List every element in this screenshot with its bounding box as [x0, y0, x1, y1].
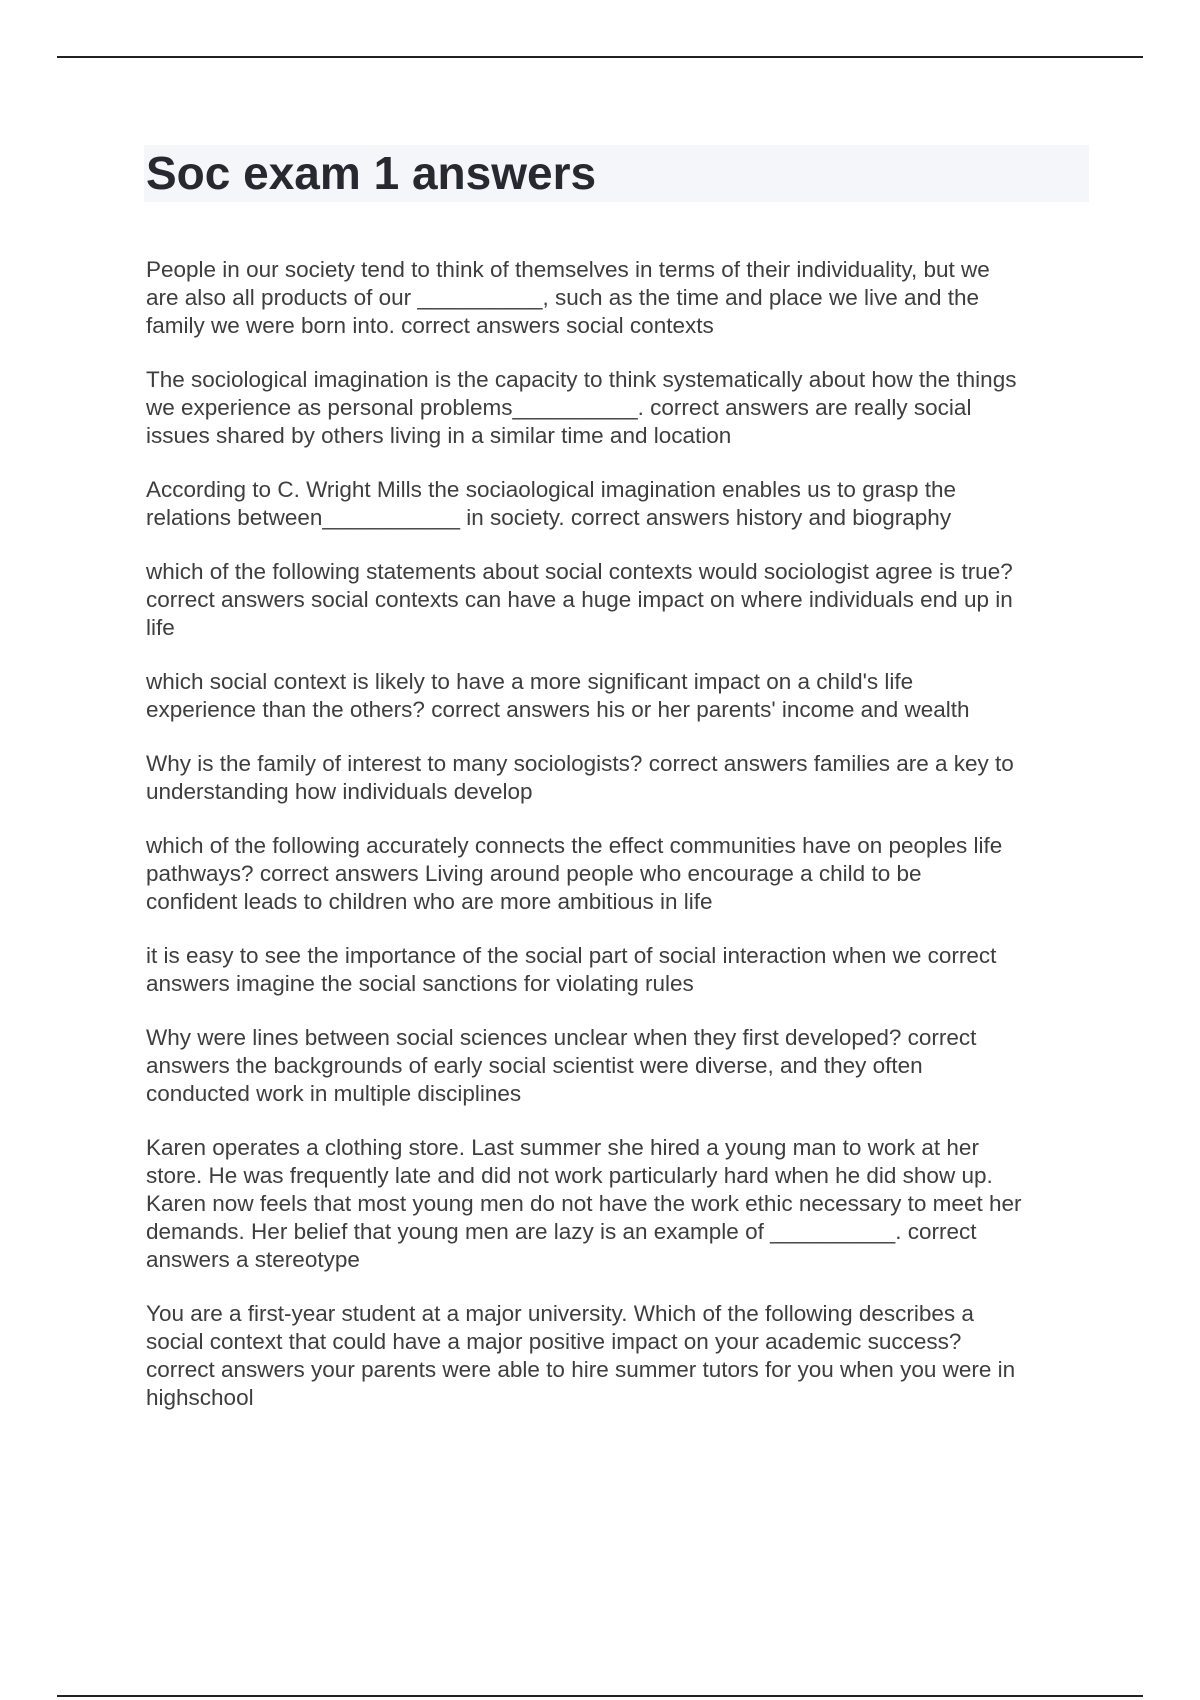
bottom-divider — [57, 1695, 1143, 1697]
question-answer-4: which of the following statements about social contexts would sociologist agree is true? correct answers social contexts can have a huge impact on where individuals end up in life — [146, 559, 1013, 640]
document-title: Soc exam 1 answers — [146, 147, 597, 199]
question-answer-1: People in our society tend to think of themselves in terms of their individuality, but we are also all products of our __________, such as the time and place we live and the family we were born into. correct answers social contexts — [146, 257, 990, 338]
question-answer-7: which of the following accurately connects the effect communities have on peoples life pathways? correct answers Living around people who encourage a child to be confident leads to children who are more ambitious in life — [146, 833, 1003, 914]
question-answer-9: Why were lines between social sciences unclear when they first developed? correct answers the backgrounds of early social scientist were diverse, and they often conducted work in multiple disciplines — [146, 1025, 977, 1106]
top-divider — [57, 56, 1143, 58]
question-answer-5: which social context is likely to have a more significant impact on a child's life experience than the others? correct answers his or her parents' income and wealth — [146, 669, 970, 722]
question-answer-6: Why is the family of interest to many sociologists? correct answers families are a key to understanding how individuals develop — [146, 751, 1014, 804]
question-answer-10: Karen operates a clothing store. Last summer she hired a young man to work at her store. He was frequently late and did not work particularly hard when he did show up. Karen now feels that most young men do not have the work ethic necessary to meet her demands. Her belief that young men are lazy is an example of __________. correct answers a stereotype — [146, 1135, 1022, 1272]
question-answer-2: The sociological imagination is the capacity to think systematically about how the things we experience as personal problems__________. correct answers are really social issues shared by others living in a similar time and location — [146, 367, 1017, 448]
question-answer-8: it is easy to see the importance of the social part of social interaction when we correct answers imagine the social sanctions for violating rules — [146, 943, 997, 996]
question-answer-3: According to C. Wright Mills the sociaological imagination enables us to grasp the relations between___________ in society. correct answers history and biography — [146, 477, 956, 530]
question-answer-11: You are a first-year student at a major university. Which of the following describes a social context that could have a major positive impact on your academic success? correct answers your parents were able to hire summer tutors for you when you were in highschool — [146, 1301, 1016, 1410]
question-answer-list — [146, 256, 1091, 1438]
